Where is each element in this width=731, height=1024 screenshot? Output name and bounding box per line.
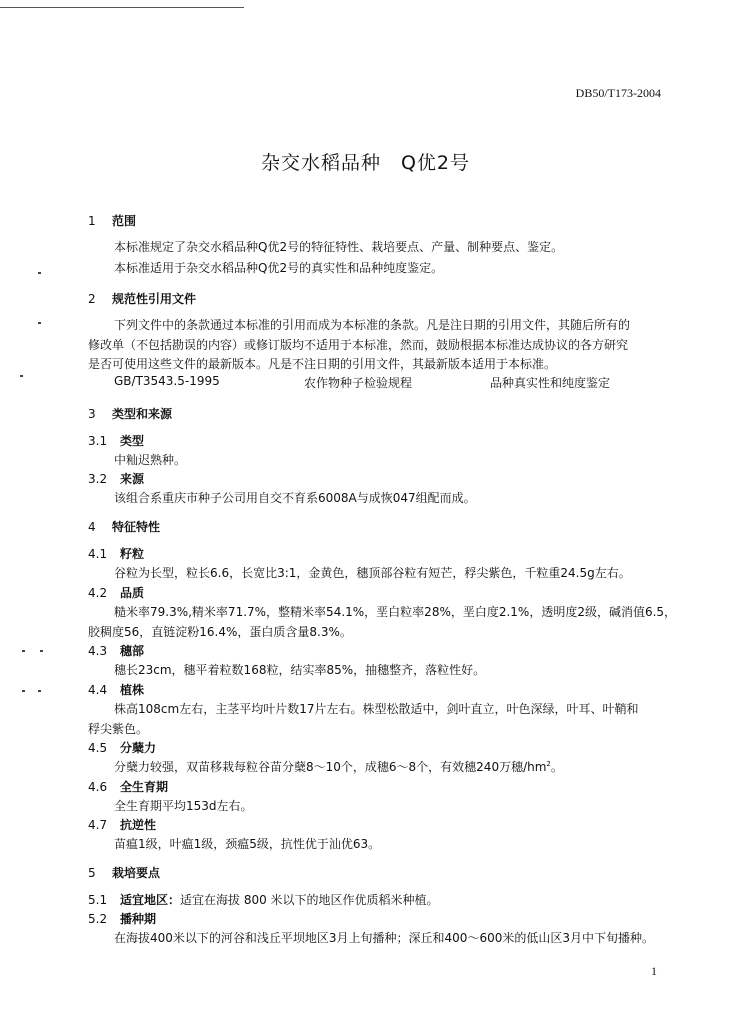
scan-speck — [22, 650, 25, 652]
paragraph: 谷粒为长型，粒长6.6，长宽比3:1，金黄色，穗顶部谷粒有短芒，稃尖紫色，千粒重24.5g左右。 — [114, 566, 631, 580]
subsection-number: 4.1 — [88, 547, 108, 561]
subsection-4-3-heading — [88, 642, 144, 659]
paragraph: 该组合系重庆市种子公司用自交不育系6008A与成恢047组配而成。 — [114, 491, 476, 505]
paragraph: 穗长23cm，穗平着粒数168粒，结实率85%，抽穗整齐，落粒性好。 — [114, 663, 486, 677]
paragraph-line: 下列文件中的条款通过本标准的引用而成为本标准的条款。凡是注日期的引用文件，其随后所有的 — [114, 318, 631, 332]
subsection-title: 品质 — [120, 586, 145, 600]
subsection-number: 5.2 — [88, 912, 108, 926]
subsection-number: 3.1 — [88, 434, 108, 448]
scan-speck — [38, 322, 41, 324]
paragraph-text: 分蘖力较强，双苗移栽每粒谷苗分蘖8～10个，成穗6～8个，有效穗240万穗/hm — [114, 760, 547, 774]
subsection-number: 5.1 — [88, 893, 108, 907]
subsection-4-6-heading — [88, 778, 168, 795]
paragraph: 全生育期平均153d左右。 — [114, 799, 253, 813]
section-2-heading — [88, 290, 196, 307]
paragraph — [114, 758, 563, 775]
subsection-number: 4.7 — [88, 818, 108, 832]
section-title: 范围 — [112, 214, 137, 228]
subsection-number: 4.3 — [88, 644, 108, 658]
scan-speck — [40, 650, 43, 652]
document-code: DB50/T173-2004 — [575, 86, 661, 100]
paragraph-line: 株高108cm左右，主茎平均叶片数17片左右。株型松散适中，剑叶直立，叶色深绿，叶耳、叶鞘和 — [114, 702, 639, 716]
paragraph: 苗瘟1级，叶瘟1级，颈瘟5级，抗性优于汕优63。 — [114, 837, 381, 851]
subsection-3-1-heading — [88, 432, 144, 449]
paragraph-line: 稃尖紫色。 — [88, 722, 149, 736]
section-number: 1 — [88, 214, 96, 228]
subsection-title: 植株 — [120, 683, 145, 697]
paragraph: 本标准规定了杂交水稻品种Q优2号的特征特性、栽培要点、产量、制种要点、鉴定。 — [114, 240, 564, 254]
subsection-4-4-heading — [88, 681, 144, 698]
subsection-title: 穗部 — [120, 644, 145, 658]
paragraph: 中籼迟熟种。 — [114, 453, 187, 467]
subsection-4-7-heading — [88, 816, 156, 833]
subsection-number: 4.6 — [88, 780, 108, 794]
subsection-4-1-heading — [88, 545, 144, 562]
subsection-number: 4.5 — [88, 741, 108, 755]
paragraph-line: 糙米率79.3%,精米率71.7%，整精米率54.1%，垩白粒率28%，垩白度2.1%，透明度2级，碱消值6.5， — [114, 605, 677, 619]
subsection-5-1-heading — [88, 891, 439, 908]
subsection-title: 分蘖力 — [120, 741, 157, 755]
section-4-heading — [88, 518, 160, 535]
section-number: 4 — [88, 520, 96, 534]
subsection-title: 全生育期 — [120, 780, 169, 794]
paragraph-line: 修改单（不包括勘误的内容）或修订版均不适用于本标准，然而，鼓励根据本标准达成协议的各方研究 — [88, 338, 629, 352]
subsection-title: 类型 — [120, 434, 145, 448]
section-title: 类型和来源 — [112, 407, 173, 421]
scan-speck — [22, 690, 25, 692]
subsection-number: 3.2 — [88, 472, 108, 486]
scan-speck — [38, 690, 41, 692]
paragraph: 在海拔400米以下的河谷和浅丘平坝地区3月上旬播种；深丘和400～600米的低山区3月中下旬播种。 — [114, 931, 654, 945]
section-number: 2 — [88, 292, 96, 306]
subsection-5-2-heading — [88, 910, 156, 927]
subsection-title: 播种期 — [120, 912, 157, 926]
scan-speck — [20, 375, 23, 377]
paragraph-text: 。 — [550, 760, 563, 774]
subsection-number: 4.4 — [88, 683, 108, 697]
top-rule — [0, 7, 244, 8]
section-title: 规范性引用文件 — [112, 292, 197, 306]
reference-subtitle: 品种真实性和纯度鉴定 — [490, 376, 611, 390]
superscript: 2 — [546, 760, 551, 768]
scan-speck — [38, 272, 41, 274]
reference-title: 农作物种子检验规程 — [304, 376, 413, 390]
subsection-title: 来源 — [120, 472, 145, 486]
section-5-heading — [88, 864, 160, 881]
paragraph-line: 胶稠度56，直链淀粉16.4%，蛋白质含量8.3%。 — [88, 625, 352, 639]
subsection-title: 适宜地区： — [120, 893, 181, 907]
subsection-title: 籽粒 — [120, 547, 145, 561]
section-title: 栽培要点 — [112, 866, 161, 880]
section-number: 5 — [88, 866, 96, 880]
subsection-number: 4.2 — [88, 586, 108, 600]
subsection-3-2-heading — [88, 470, 144, 487]
inline-text: 适宜在海拔 800 米以下的地区作优质稻米种植。 — [180, 893, 439, 907]
section-title: 特征特性 — [112, 520, 161, 534]
reference-code: GB/T3543.5-1995 — [114, 374, 220, 388]
page-title: 杂交水稻品种 Q优2号 — [260, 152, 471, 174]
section-number: 3 — [88, 407, 96, 421]
page-number: 1 — [651, 964, 657, 978]
paragraph: 本标准适用于杂交水稻品种Q优2号的真实性和品种纯度鉴定。 — [114, 261, 444, 275]
subsection-4-2-heading — [88, 584, 144, 601]
subsection-4-5-heading — [88, 739, 156, 756]
subsection-title: 抗逆性 — [120, 818, 157, 832]
section-3-heading — [88, 405, 172, 422]
section-1-heading — [88, 212, 136, 229]
paragraph-line: 是否可使用这些文件的最新版本。凡是不注日期的引用文件，其最新版本适用于本标准。 — [88, 357, 557, 371]
